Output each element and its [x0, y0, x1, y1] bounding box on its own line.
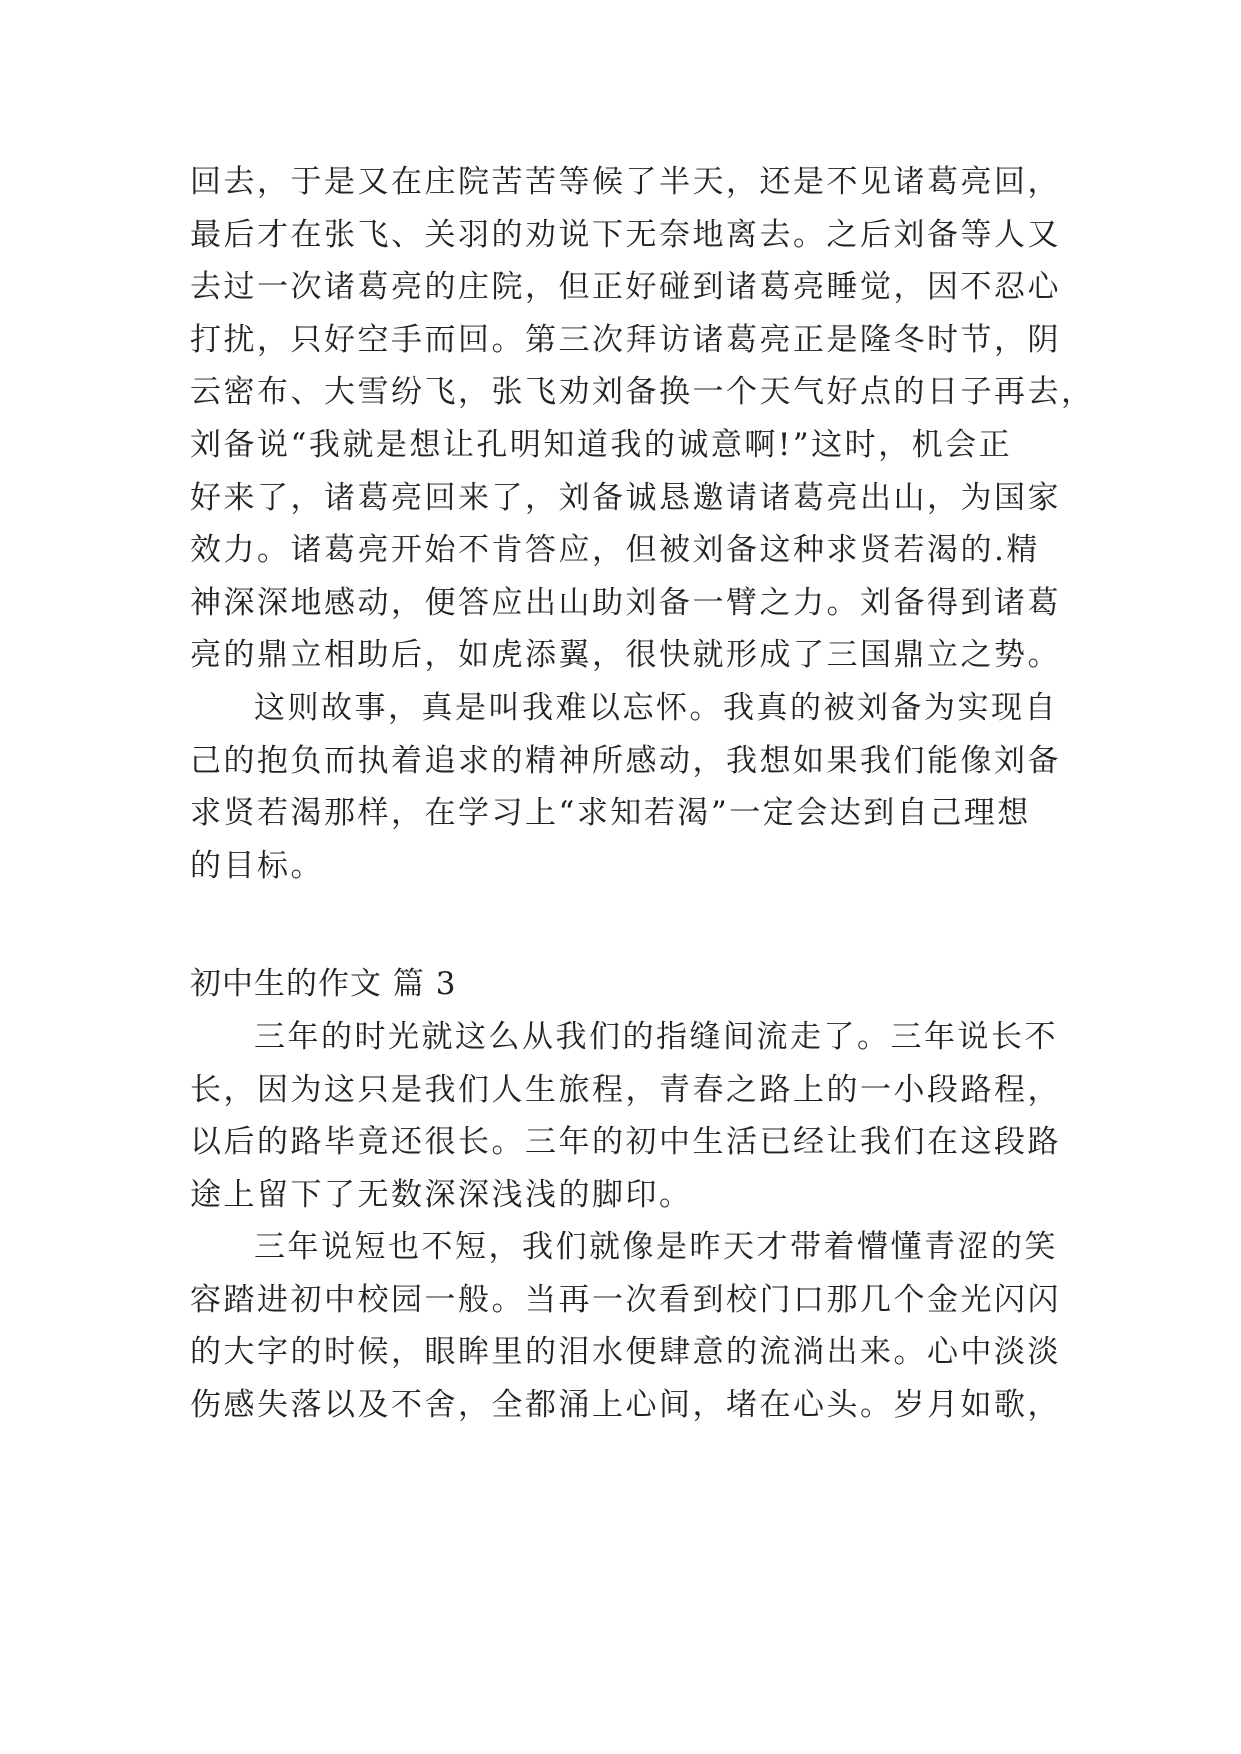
document-body [190, 156, 1095, 1432]
text-line: 途上留下了无数深深浅浅的脚印。 [190, 1176, 693, 1213]
text-line: 神深深地感动，便答应出山助刘备一臂之力。刘备得到诸葛 [190, 584, 1061, 621]
text-line: 这则故事，真是叫我难以忘怀。我真的被刘备为实现自 [254, 689, 1058, 726]
text-line: 求贤若渴那样，在学习上“求知若渴”一定会达到自己理想 [190, 795, 1031, 832]
text-line: 亮的鼎立相助后，如虎添翼，很快就形成了三国鼎立之势。 [190, 637, 1061, 674]
text-line: 回去，于是又在庄院苦苦等候了半天，还是不见诸葛亮回， [190, 164, 1061, 200]
text-line: 容踏进初中校园一般。当再一次看到校门口那几个金光闪闪 [190, 1281, 1061, 1318]
paragraph-3 [190, 1011, 1060, 1221]
text-line: 三年说短也不短，我们就像是昨天才带着懵懂青涩的笑 [254, 1229, 1058, 1266]
text-line: 效力。诸葛亮开始不肯答应，但被刘备这种求贤若渴的.精 [190, 532, 1040, 569]
text-line: 以后的路毕竟还很长。三年的初中生活已经让我们在这段路 [190, 1124, 1061, 1161]
paragraph-1 [190, 156, 1095, 682]
text-line: 伤感失落以及不舍，全都涌上心间，堵在心头。岁月如歌， [190, 1387, 1061, 1424]
text-line: 长，因为这只是我们人生旅程，青春之路上的一小段路程， [190, 1071, 1061, 1108]
text-line: 最后才在张飞、关羽的劝说下无奈地离去。之后刘备等人又 [190, 216, 1061, 253]
text-line: 刘备说“我就是想让孔明知道我的诚意啊!”这时，机会正 [190, 426, 1013, 463]
text-line: 打扰，只好空手而回。第三次拜访诸葛亮正是隆冬时节，阴 [190, 321, 1061, 358]
text-line: 的目标。 [190, 847, 324, 884]
text-line: 好来了，诸葛亮回来了，刘备诚恳邀请诸葛亮出山，为国家 [190, 479, 1061, 516]
text-line: 云密布、大雪纷飞，张飞劝刘备换一个天气好点的日子再去， [190, 374, 1095, 411]
section-title: 初中生的作文 篇 3 [190, 966, 457, 1003]
text-line: 己的抱负而执着追求的精神所感动，我想如果我们能像刘备 [190, 742, 1061, 779]
text-line: 三年的时光就这么从我们的指缝间流走了。三年说长不 [254, 1018, 1058, 1055]
text-line: 去过一次诸葛亮的庄院，但正好碰到诸葛亮睡觉，因不忍心 [190, 269, 1061, 306]
paragraph-2 [190, 682, 1060, 892]
text-line: 的大字的时候，眼眸里的泪水便肆意的流淌出来。心中淡淡 [190, 1334, 1061, 1371]
paragraph-4 [190, 1221, 1060, 1431]
